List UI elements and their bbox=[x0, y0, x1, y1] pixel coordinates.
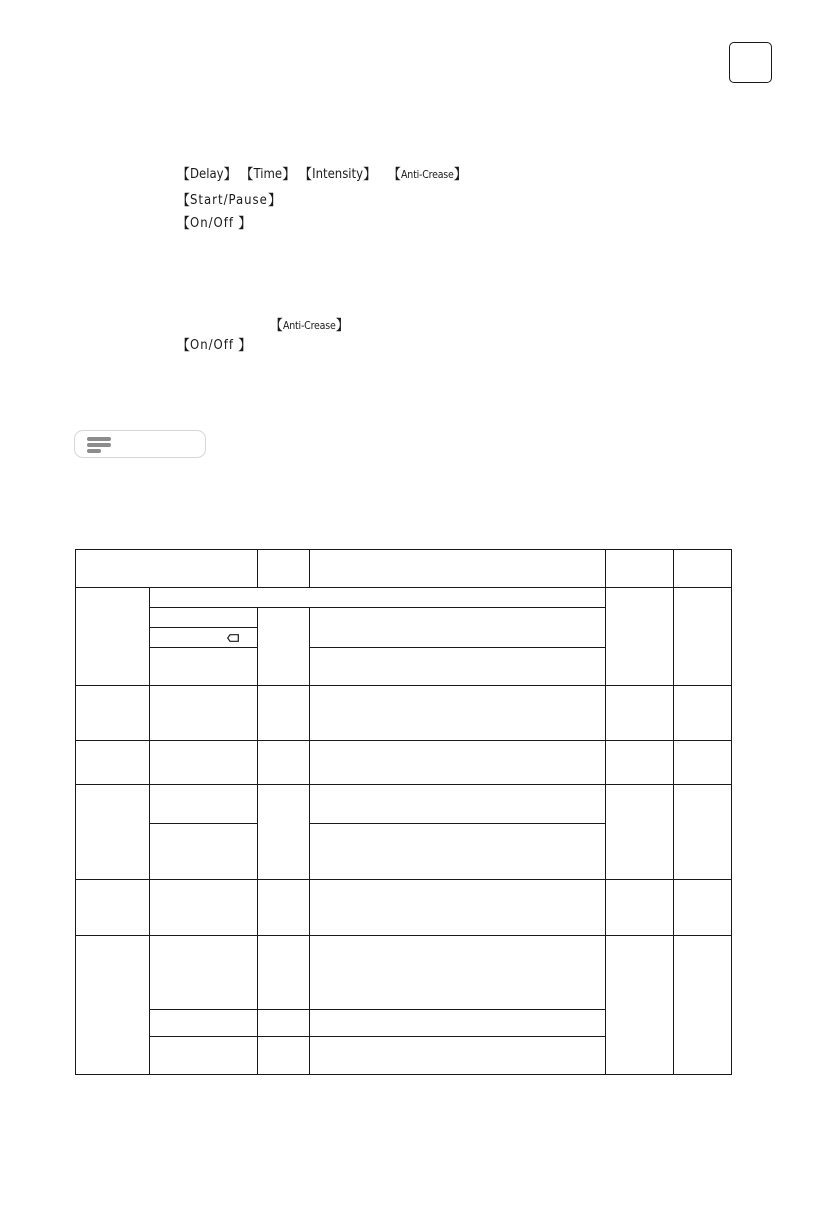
table-row bbox=[76, 686, 732, 741]
table-cell bbox=[310, 936, 606, 1010]
table-cell bbox=[310, 686, 606, 741]
table-cell bbox=[606, 550, 674, 588]
delay-key: 【 Delay 】 bbox=[176, 167, 238, 183]
start-pause-key: 【 Start/Pause 】 bbox=[176, 193, 282, 209]
table-cell bbox=[258, 1010, 310, 1037]
spec-table bbox=[75, 549, 732, 1075]
table-cell bbox=[606, 686, 674, 741]
table-cell bbox=[258, 936, 310, 1010]
intensity-key: 【 Intensity 】 bbox=[298, 167, 378, 183]
table-cell bbox=[150, 785, 258, 824]
table-cell bbox=[674, 550, 732, 588]
table-cell bbox=[76, 741, 150, 785]
on-off-key-2: 【 On/Off 】 bbox=[176, 338, 252, 354]
key-line-5 bbox=[176, 337, 254, 355]
table-cell bbox=[76, 936, 150, 1075]
table-row bbox=[76, 936, 732, 1010]
table-cell bbox=[310, 648, 606, 686]
table-cell bbox=[150, 936, 258, 1010]
table-row bbox=[76, 588, 732, 608]
table-cell bbox=[150, 686, 258, 741]
table-cell bbox=[258, 608, 310, 686]
table-cell bbox=[310, 608, 606, 648]
table-cell bbox=[310, 741, 606, 785]
table-header-row bbox=[76, 550, 732, 588]
table-cell bbox=[606, 936, 674, 1075]
table-cell bbox=[150, 741, 258, 785]
table-cell bbox=[674, 880, 732, 936]
table-cell bbox=[310, 785, 606, 824]
table-cell bbox=[150, 588, 606, 608]
table-cell bbox=[258, 741, 310, 785]
on-off-key: 【 On/Off 】 bbox=[176, 216, 252, 232]
table-cell bbox=[310, 1037, 606, 1075]
table-cell bbox=[674, 588, 732, 686]
table-cell bbox=[76, 550, 258, 588]
table-row bbox=[76, 880, 732, 936]
time-key: 【 Time 】 bbox=[239, 167, 297, 183]
table-cell bbox=[310, 550, 606, 588]
table-cell bbox=[76, 686, 150, 741]
table-cell bbox=[310, 1010, 606, 1037]
key-line-4 bbox=[269, 317, 352, 335]
table-cell bbox=[150, 824, 258, 880]
table-row bbox=[76, 785, 732, 824]
anti-crease-key-2: 【 Anti-Crease 】 bbox=[269, 318, 350, 334]
table-cell bbox=[606, 588, 674, 686]
table-cell bbox=[76, 588, 150, 686]
table-row bbox=[76, 741, 732, 785]
table-cell bbox=[76, 880, 150, 936]
page-number-box bbox=[729, 42, 772, 83]
table-cell bbox=[674, 741, 732, 785]
anti-crease-key: 【 Anti-Crease 】 bbox=[387, 167, 468, 183]
table-cell bbox=[606, 785, 674, 880]
table-cell bbox=[674, 936, 732, 1075]
table-cell bbox=[76, 785, 150, 880]
table-cell bbox=[258, 1037, 310, 1075]
table-cell bbox=[150, 628, 258, 648]
table-cell bbox=[606, 880, 674, 936]
table-cell bbox=[310, 880, 606, 936]
table-cell bbox=[258, 785, 310, 880]
table-cell bbox=[674, 686, 732, 741]
table-cell bbox=[310, 824, 606, 880]
key-line-2 bbox=[176, 192, 284, 210]
table-cell bbox=[258, 550, 310, 588]
tag-icon bbox=[227, 634, 239, 642]
table-cell bbox=[674, 785, 732, 880]
table-cell bbox=[606, 741, 674, 785]
table-cell bbox=[258, 686, 310, 741]
table-cell bbox=[150, 648, 258, 686]
table-cell bbox=[150, 608, 258, 628]
table-cell bbox=[150, 1037, 258, 1075]
table-cell bbox=[150, 1010, 258, 1037]
key-line-1 bbox=[176, 166, 470, 184]
note-box bbox=[74, 430, 206, 458]
table-cell bbox=[258, 880, 310, 936]
table-cell bbox=[150, 880, 258, 936]
key-line-3 bbox=[176, 215, 254, 233]
